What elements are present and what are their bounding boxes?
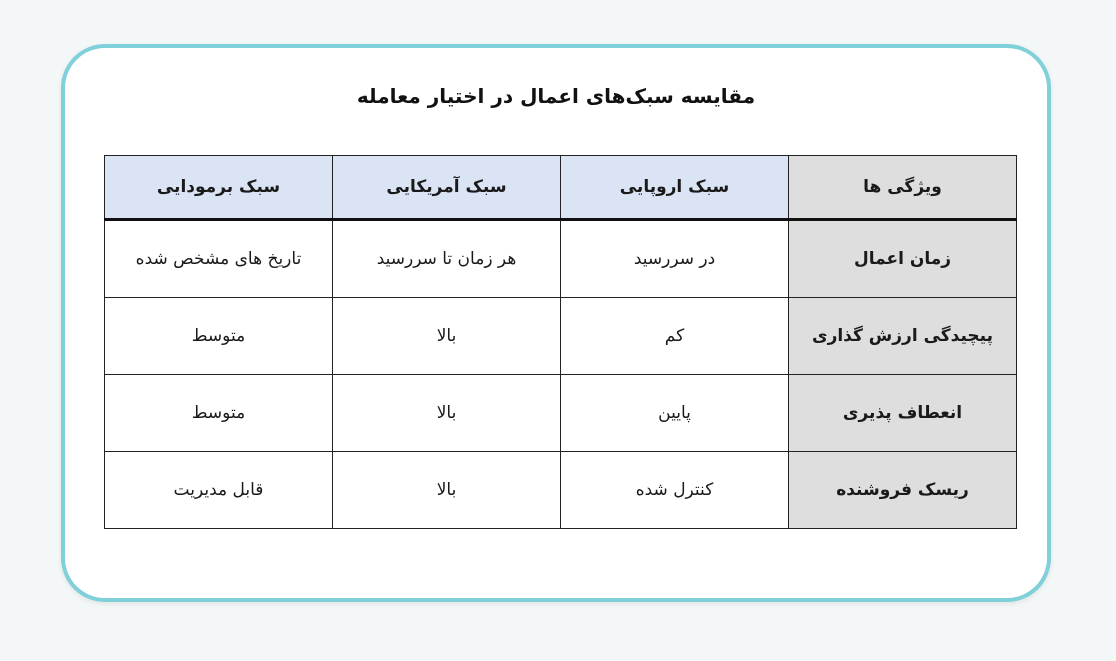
row-feature-label: پیچیدگی ارزش گذاری	[789, 298, 1017, 375]
table-row	[105, 220, 1017, 298]
comparison-card	[61, 44, 1051, 602]
header-bermudan-style: سبک برمودایی	[105, 156, 333, 220]
row-feature-label: ریسک فروشنده	[789, 452, 1017, 529]
table-cell: متوسط	[105, 375, 333, 452]
header-features: ویژگی ها	[789, 156, 1017, 220]
table-cell: قابل مدیریت	[105, 452, 333, 529]
table-cell: کم	[561, 298, 789, 375]
table-cell: بالا	[333, 452, 561, 529]
table-cell: تاریخ های مشخص شده	[105, 220, 333, 298]
table-header-row	[105, 156, 1017, 220]
table-cell: پایین	[561, 375, 789, 452]
table-row	[105, 298, 1017, 375]
row-feature-label: زمان اعمال	[789, 220, 1017, 298]
header-american-style: سبک آمریکایی	[333, 156, 561, 220]
table-row	[105, 375, 1017, 452]
table-row	[105, 452, 1017, 529]
table-cell: بالا	[333, 375, 561, 452]
table-cell: کنترل شده	[561, 452, 789, 529]
table-cell: هر زمان تا سررسید	[333, 220, 561, 298]
row-feature-label: انعطاف پذیری	[789, 375, 1017, 452]
table-cell: بالا	[333, 298, 561, 375]
table-cell: متوسط	[105, 298, 333, 375]
header-european-style: سبک اروپایی	[561, 156, 789, 220]
comparison-table	[104, 155, 1017, 529]
table-cell: در سررسید	[561, 220, 789, 298]
page-title: مقایسه سبک‌های اعمال در اختیار معامله	[356, 84, 756, 108]
